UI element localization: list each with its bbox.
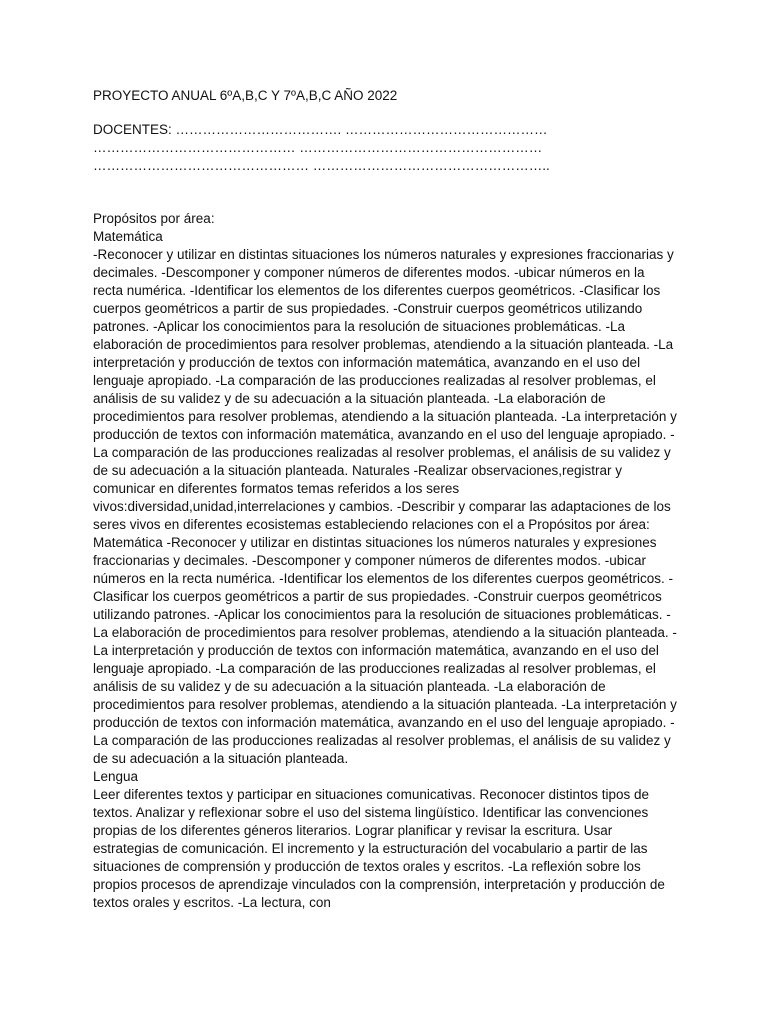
docentes-line: DOCENTES: ………………………………. ……………………………………… [93,122,548,137]
docentes-dotted-line: ………………………………………… …………………………………………….. [93,158,550,173]
lengua-paragraph: Leer diferentes textos y participar en situaciones comunicativas. Reconocer distintos tipos de textos. Analizar y reflexionar sobre el uso del sistema lingüístico. Identificar las convenciones propias de los diferentes géneros literarios. Lograr planificar y revisar la escritura. Usar estrategias de comunicación. El incremento y la estructuración del vocabulario a partir de las situaciones de comprensión y producción de textos orales y escritos. -La reflexión sobre los propios procesos de aprendizaje vinculados con la comprensión, interpretación y producción de textos orales y escritos. -La lectura, con [93,787,665,910]
propositos-heading: Propósitos por área: [93,211,215,226]
docentes-dotted-line: ……………………………………… ……………………………………………… [93,140,543,155]
document-body [93,210,678,912]
document-title: PROYECTO ANUAL 6ºA,B,C Y 7ºA,B,C AÑO 2022 [93,88,398,103]
docentes-block [93,121,693,175]
lengua-label: Lengua [93,769,139,784]
matematica-paragraph: -Reconocer y utilizar en distintas situaciones los números naturales y expresiones fraccionarias y decimales. -Descomponer y componer números de diferentes modos. -ubicar números en la recta numérica. -Identificar los elementos de los diferentes cuerpos geométricos. -Clasificar los cuerpos geométricos a partir de sus propiedades. -Construir cuerpos geométricos utilizando patrones. -Aplicar los conocimientos para la resolución de situaciones problemáticas. -La elaboración de procedimientos para resolver problemas, atendiendo a la situación planteada. -La interpretación y producción de textos con información matemática, avanzando en el uso del lenguaje apropiado. -La comparación de las producciones realizadas al resolver problemas, el análisis de su validez y de su adecuación a la situación planteada. -La elaboración de procedimientos para resolver problemas, atendiendo a la situación planteada. -La interpretación y producción de textos con información matemática, avanzando en el uso del lenguaje apropiado. -La comparación de las producciones realizadas al resolver problemas, el análisis de su validez y de su adecuación a la situación planteada. Naturales -Realizar observaciones,registrar y comunicar en diferentes formatos temas referidos a los seres vivos:diversidad,unidad,interrelaciones y cambios. -Describir y comparar las adaptaciones de los seres vivos en diferentes ecosistemas estableciendo relaciones con el a Propósitos por área: Matemática -Reconocer y utilizar en distintas situaciones los números naturales y expresiones fraccionarias y decimales. -Descomponer y componer números de diferentes modos. -ubicar números en la recta numérica. -Identificar los elementos de los diferentes cuerpos geométricos. -Clasificar los cuerpos geométricos a partir de sus propiedades. -Construir cuerpos geométricos utilizando patrones. -Aplicar los conocimientos para la resolución de situaciones problemáticas. -La elaboración de procedimientos para resolver problemas, atendiendo a la situación planteada. -La interpretación y producción de textos con información matemática, avanzando en el uso del lenguaje apropiado. -La comparación de las producciones realizadas al resolver problemas, el análisis de su validez y de su adecuación a la situación planteada. -La elaboración de procedimientos para resolver problemas, atendiendo a la situación planteada. -La interpretación y producción de textos con información matemática, avanzando en el uso del lenguaje apropiado. -La comparación de las producciones realizadas al resolver problemas, el análisis de su validez y de su adecuación a la situación planteada. [93,247,677,766]
matematica-label: Matemática [93,229,163,244]
